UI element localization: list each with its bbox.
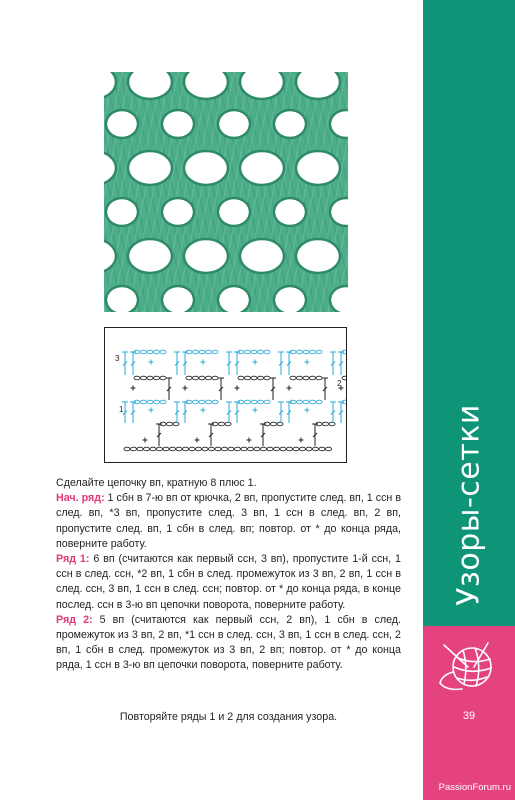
row2-chain: [212, 376, 218, 380]
foundation-chain: [163, 447, 169, 451]
row2-chain: [140, 376, 146, 380]
row1-paragraph: [56, 552, 401, 613]
mesh-hole: [128, 72, 172, 99]
section-title-container: [423, 390, 515, 620]
start-row-text: 1 сбн в 7-ю вп от крючка, 2 вп, пропустите след. вп, 1 ссн в след. вп, *3 вп, пропустите след. 3 вп, 1 ссн в след. вп, 2 вп, пропустите след. вп, 1 сбн в след. вп; повтор. от * до конца ряда, поверните работу.: [56, 492, 401, 550]
row1-chain: [212, 400, 218, 404]
row2-paragraph: [56, 613, 401, 674]
mesh-hole: [128, 151, 172, 185]
row2-chain: [153, 376, 159, 380]
start-row-chain: [173, 422, 179, 426]
row1-chain: [140, 400, 146, 404]
row2-chain: [147, 376, 153, 380]
row2-text: 5 вп (считаются как первый ссн, 2 вп), 1 сбн в след. промежуток из 3 вп, 2 вп, *1 ссн в след. ссн, 3 вп, 1 ссн в след. ссн, 2 вп, 1 сбн в след. промежуток из 3 вп, 2 вп; повтор. от * до конца ряда, 1 ссн в 3-ю вп цепочки поворота, поверните работу.: [56, 613, 401, 672]
foundation-chain: [280, 447, 286, 451]
row3-chain: [205, 350, 211, 354]
foundation-chain: [293, 447, 299, 451]
row2-chain: [186, 376, 192, 380]
start-row-paragraph: [56, 491, 401, 552]
row1-chain: [257, 400, 263, 404]
start-row-chain: [225, 422, 231, 426]
row1-chain: [264, 400, 270, 404]
row2-chain: [257, 376, 263, 380]
mesh-hole: [106, 286, 138, 312]
row2-chain: [205, 376, 211, 380]
foundation-chain: [267, 447, 273, 451]
stitch-diagram: [104, 327, 347, 463]
foundation-chain: [124, 447, 130, 451]
row2-label: Ряд 2:: [56, 613, 93, 626]
page-number: 39: [462, 710, 476, 722]
mesh-hole: [218, 286, 250, 312]
stitch-diagram-svg: [105, 328, 346, 462]
row-label-3: 3: [115, 354, 120, 363]
row1-chain: [244, 400, 250, 404]
row2-chain: [160, 376, 166, 380]
mesh-hole: [184, 151, 228, 185]
foundation-chain: [325, 447, 331, 451]
start-row-label: Нач. ряд:: [56, 492, 105, 505]
mesh-hole: [296, 239, 340, 273]
row2-chain: [316, 376, 322, 380]
row2-chain: [192, 376, 198, 380]
mesh-hole: [184, 239, 228, 273]
row3-chain: [257, 350, 263, 354]
foundation-chain: [254, 447, 260, 451]
start-row-chain: [329, 422, 335, 426]
start-row-chain: [277, 422, 283, 426]
row3-chain: [309, 350, 315, 354]
row1-chain: [251, 400, 257, 404]
instructions: [56, 476, 401, 674]
mesh-hole: [162, 286, 194, 312]
foundation-chain: [234, 447, 240, 451]
foundation-chain: [137, 447, 143, 451]
row1-chain: [316, 400, 322, 404]
foundation-chain: [228, 447, 234, 451]
start-row-chain: [218, 422, 224, 426]
mesh-photo-svg: [104, 72, 348, 312]
mesh-hole: [296, 151, 340, 185]
row3-chain: [140, 350, 146, 354]
mesh-hole: [106, 198, 138, 226]
row3-chain: [316, 350, 322, 354]
row3-chain: [147, 350, 153, 354]
foundation-chain: [176, 447, 182, 451]
foundation-chain: [241, 447, 247, 451]
mesh-hole: [162, 110, 194, 138]
row1-chain: [147, 400, 153, 404]
row1-chain: [205, 400, 211, 404]
foundation-chain: [260, 447, 266, 451]
foundation-chain: [208, 447, 214, 451]
row-label-1: 1: [119, 405, 124, 414]
row1-chain: [160, 400, 166, 404]
row3-chain: [212, 350, 218, 354]
row2-chain: [303, 376, 309, 380]
foundation-chain: [273, 447, 279, 451]
row3-chain: [192, 350, 198, 354]
foundation-chain: [286, 447, 292, 451]
section-title: Узоры-сетки: [451, 404, 487, 606]
mesh-hole: [218, 110, 250, 138]
foundation-chain: [143, 447, 149, 451]
mesh-hole: [218, 198, 250, 226]
start-row-chain: [322, 422, 328, 426]
foundation-chain: [195, 447, 201, 451]
mesh-hole: [274, 110, 306, 138]
row2-chain: [238, 376, 244, 380]
row1-text: 6 вп (считаются как первый ссн, 3 вп), пропустите 1-й ссн, 1 ссн в след. ссн, *2 вп, 1 сбн в след. промежуток из 3 вп, 2 вп, 1 ссн в след. ссн, 3 вп, 1 ссн в след. ссн; повтор. от * до конца ряда, в конце послед. ссн в 3-ю вп цепочки поворота, поверните работу.: [56, 553, 402, 611]
foundation-chain: [221, 447, 227, 451]
row3-chain: [199, 350, 205, 354]
row2-chain: [244, 376, 250, 380]
row3-chain: [244, 350, 250, 354]
mesh-hole: [240, 151, 284, 185]
yarn-ball-icon: [432, 637, 506, 695]
row2-chain: [309, 376, 315, 380]
mesh-hole: [240, 72, 284, 99]
crochet-sample-photo: [104, 72, 348, 312]
mesh-hole: [106, 110, 138, 138]
row2-chain: [342, 376, 346, 380]
row3-chain: [251, 350, 257, 354]
row2-chain: [134, 376, 140, 380]
start-row-chain: [166, 422, 172, 426]
row3-chain: [296, 350, 302, 354]
repeat-note: Повторяйте ряды 1 и 2 для создания узора.: [119, 711, 338, 723]
foundation-chain: [189, 447, 195, 451]
row3-chain: [264, 350, 270, 354]
foundation-chain: [299, 447, 305, 451]
row1-chain: [309, 400, 315, 404]
mesh-hole: [184, 72, 228, 99]
row3-chain: [160, 350, 166, 354]
row1-chain: [153, 400, 159, 404]
row1-chain: [192, 400, 198, 404]
mesh-hole: [240, 239, 284, 273]
row2-chain: [199, 376, 205, 380]
row2-chain: [251, 376, 257, 380]
mesh-hole: [274, 286, 306, 312]
foundation-chain: [150, 447, 156, 451]
mesh-hole: [162, 198, 194, 226]
mesh-hole: [128, 239, 172, 273]
row1-chain: [303, 400, 309, 404]
row1-chain: [199, 400, 205, 404]
foundation-chain: [319, 447, 325, 451]
row3-chain: [303, 350, 309, 354]
foundation-chain: [130, 447, 136, 451]
mesh-hole: [274, 198, 306, 226]
foundation-chain: [156, 447, 162, 451]
row1-label: Ряд 1:: [56, 553, 90, 566]
watermark: PassionForum.ru: [438, 782, 511, 793]
mesh-hole: [296, 72, 340, 99]
foundation-chain: [306, 447, 312, 451]
row-label-2: 2: [337, 379, 342, 388]
start-row-chain: [270, 422, 276, 426]
row3-chain: [153, 350, 159, 354]
intro-text: Сделайте цепочку вп, кратную 8 плюс 1.: [56, 477, 257, 489]
row1-chain: [296, 400, 302, 404]
foundation-chain: [247, 447, 253, 451]
foundation-chain: [202, 447, 208, 451]
foundation-chain: [182, 447, 188, 451]
foundation-chain: [169, 447, 175, 451]
foundation-chain: [215, 447, 221, 451]
foundation-chain: [312, 447, 318, 451]
row2-chain: [264, 376, 270, 380]
row2-chain: [296, 376, 302, 380]
row2-chain: [290, 376, 296, 380]
